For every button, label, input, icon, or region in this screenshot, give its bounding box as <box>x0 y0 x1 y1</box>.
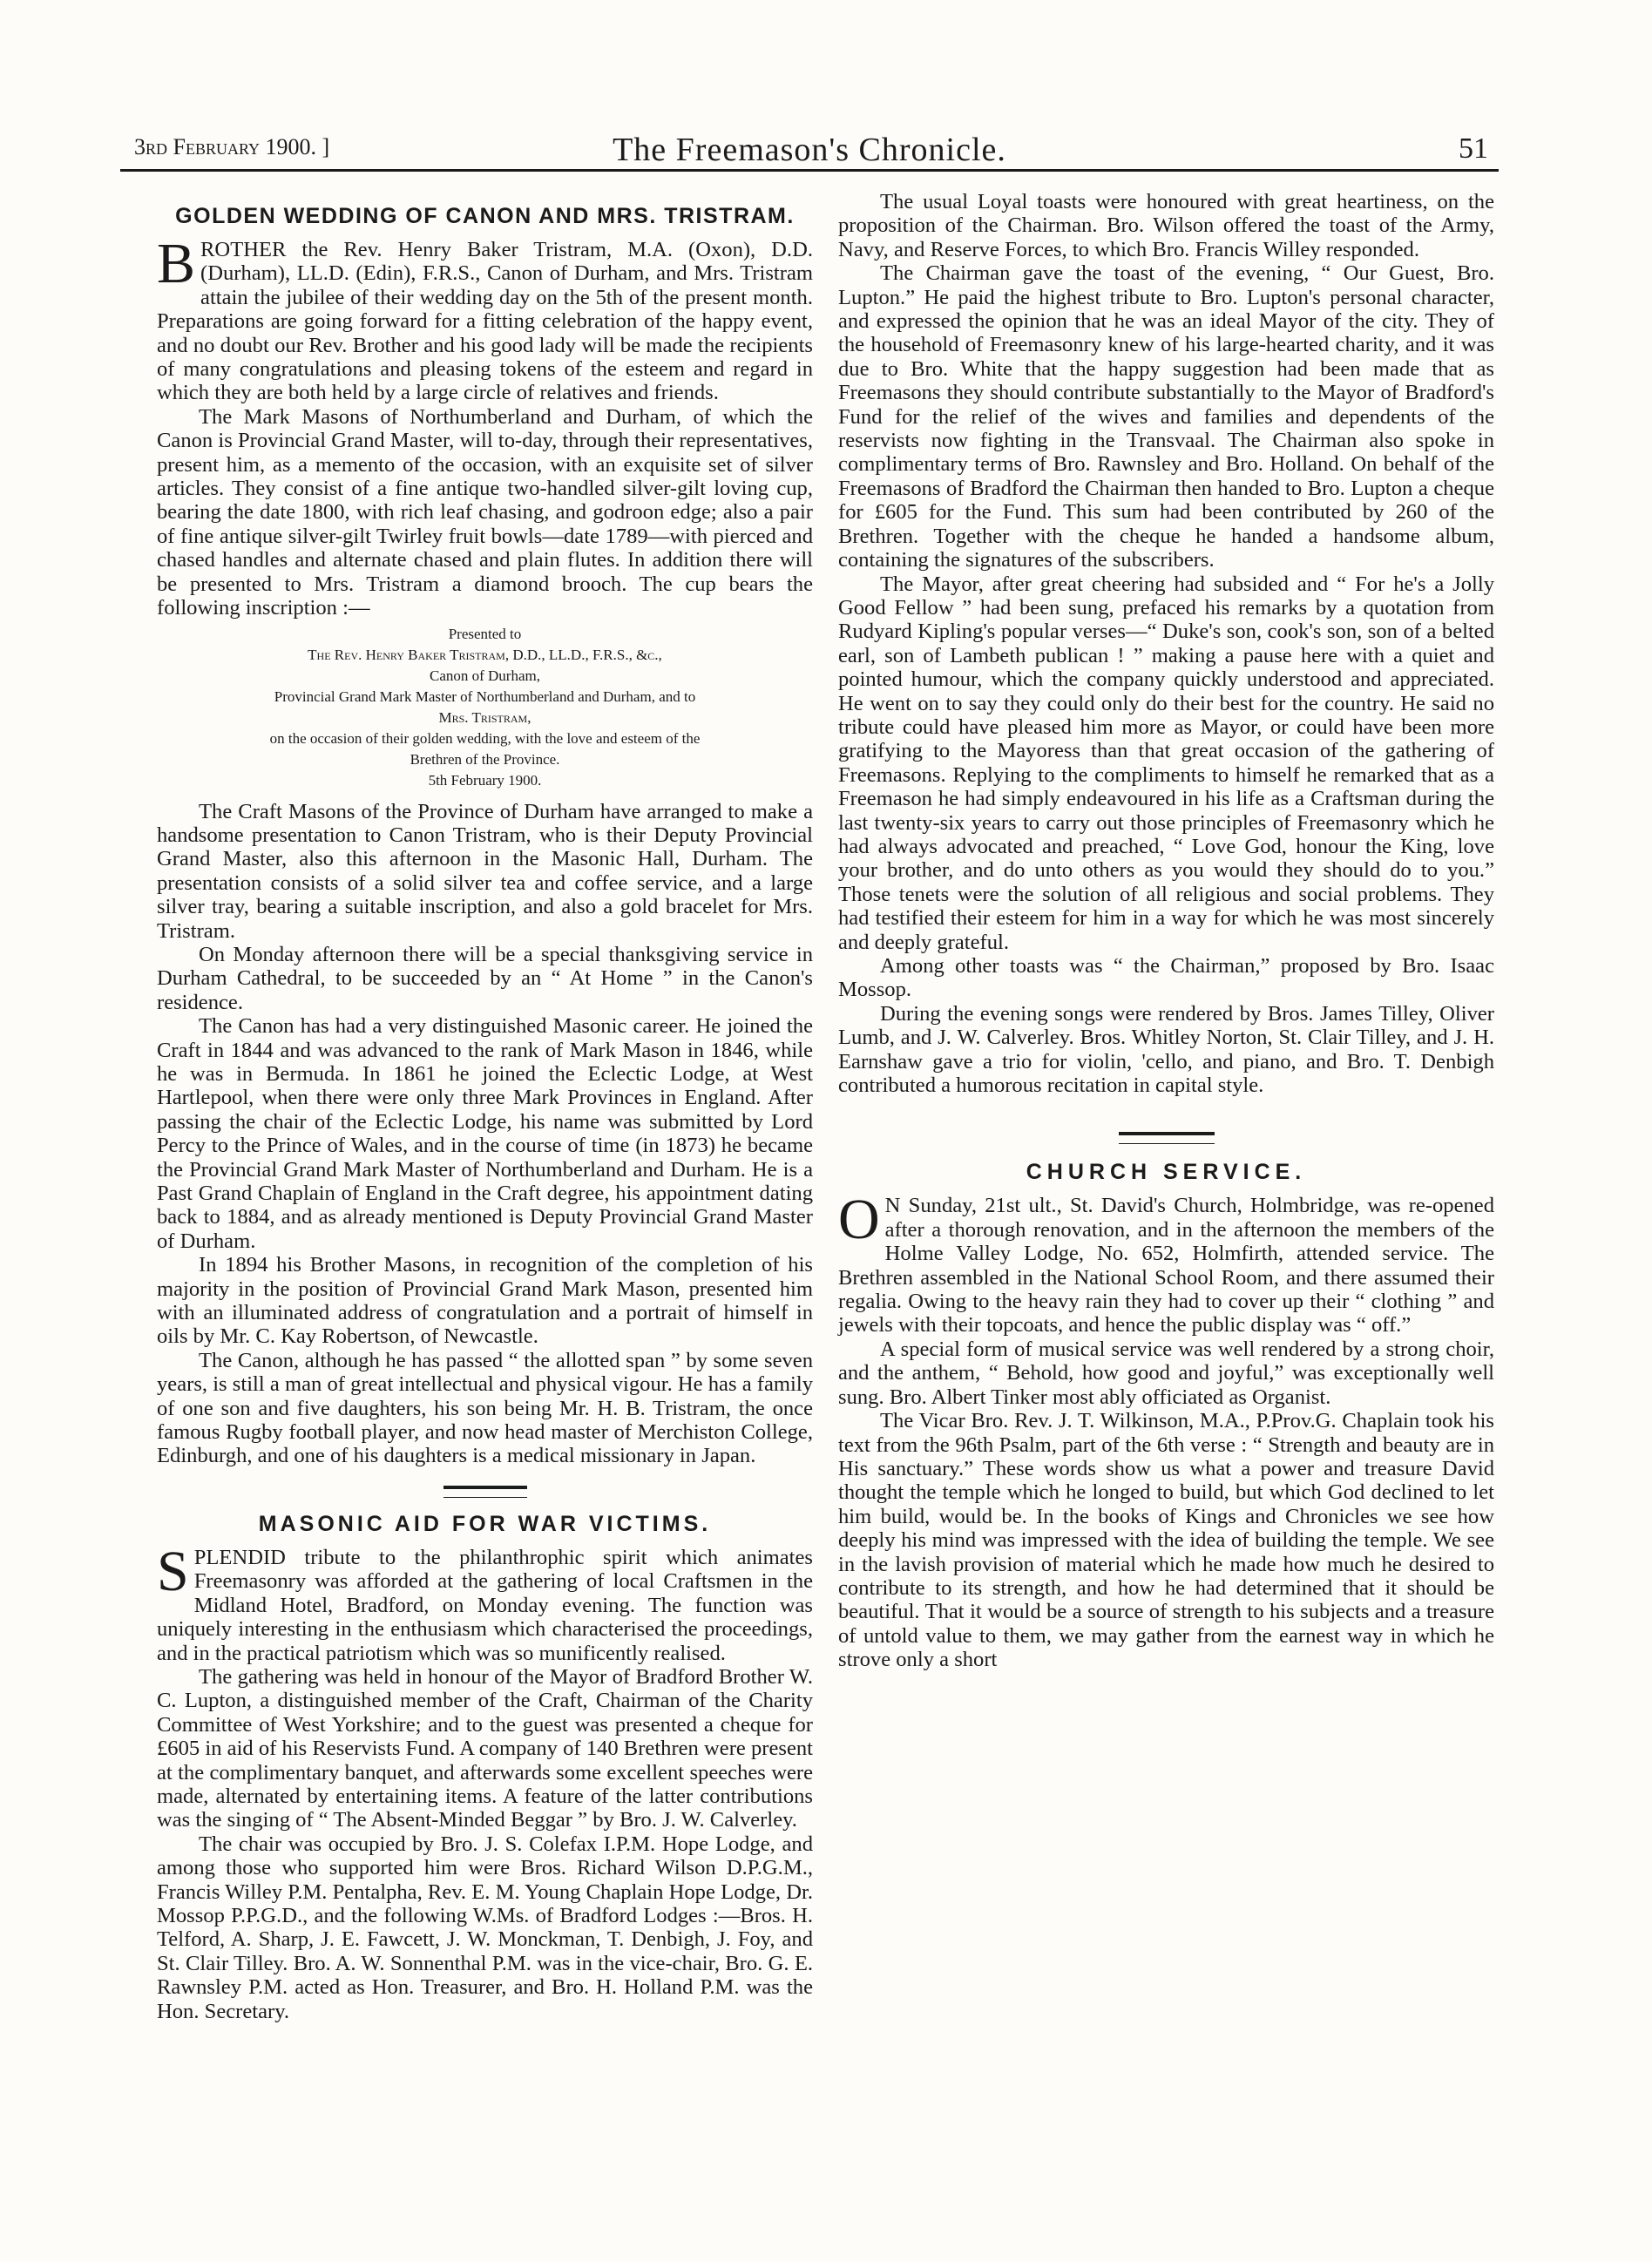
article-paragraph: A special form of musical service was well rendered by a strong choir, and the anthem, “ Behold, how good and joyful,” was exceptionally well sung. Bro. Albert Tinker most ably officiated as Organist. <box>838 1337 1494 1409</box>
article-paragraph: In 1894 his Brother Masons, in recognition of the completion of his majority in the position of Provincial Grand Mark Mason, presented him with an illuminated address of congratulation and a portrait of himself in oils by Mr. C. Kay Robertson, of Newcastle. <box>157 1253 813 1349</box>
article-title-masonic-aid: MASONIC AID FOR WAR VICTIMS. <box>258 1511 712 1536</box>
drop-cap: O <box>838 1188 880 1252</box>
cup-inscription: Presented to The Rev. Henry Baker Tristram, D.D., LL.D., F.R.S., &c., Canon of Durham, Provincial Grand Mark Master of Northumberland and Durham, and to Mrs. Tristram, on the occasion of their golden wedding, with the love and esteem of the Brethren of the Province. 5th February 1900. <box>269 625 701 789</box>
right-column <box>838 190 1494 1672</box>
article-paragraph: During the evening songs were rendered by Bros. James Tilley, Oliver Lumb, and J. W. Calverley. Bros. Whitley Norton, St. Clair Tilley, and J. H. Earnshaw gave a trio for violin, 'cello, and piano, and Bro. T. Denbigh contributed a humorous recitation in capital style. <box>838 1001 1494 1098</box>
left-column <box>157 190 813 2023</box>
article-paragraph: BROTHER the Rev. Henry Baker Tristram, M.A. (Oxon), D.D. (Durham), LL.D. (Edin), F.R.S., Canon of Durham, and Mrs. Tristram attain the jubilee of their wedding day on the 5th of the present month. Preparations are going forward for a fitting celebration of the happy event, and no doubt our Rev. Brother and his good lady will be made the recipients of many congratulations and pleasing tokens of the esteem and regard in which they are both held by a large circle of relatives and friends. <box>157 232 813 405</box>
article-title-golden-wedding: GOLDEN WEDDING OF CANON AND MRS. TRISTRAM. <box>175 204 795 228</box>
article-paragraph: The Chairman gave the toast of the evening, “ Our Guest, Bro. Lupton.” He paid the highest tribute to Bro. Lupton's personal character, and expressed the opinion that he was an ideal Mayor of the city. They of the household of Freemasonry knew of his large-hearted charity, and it was due to Bro. White that the happy suggestion had been made that as Freemasons they should contribute substantially to the Mayor of Bradford's Fund for the relief of the wives and families and dependents of the reservists now fighting in the Transvaal. The Chairman also spoke in complimentary terms of Bro. Rawnsley and Bro. Holland. On behalf of the Freemasons of Bradford the Chairman then handed to Bro. Lupton a cheque for £605 for the Fund. This sum had been contributed by 260 of the Brethren. Together with the cheque he handed a handsome album, containing the signatures of the subscribers. <box>838 261 1494 572</box>
article-paragraph: On Monday afternoon there will be a special thanksgiving service in Durham Cathedral, to be succeeded by an “ At Home ” in the Canon's residence. <box>157 942 813 1014</box>
article-paragraph: O N Sunday, 21st ult., St. David's Church, Holmbridge, was re-opened after a thorough renovation, and in the afternoon the members of the Holme Valley Lodge, No. 652, Holmfirth, attended service. The Brethren assembled in the National School Room, and there assumed their regalia. Owing to the heavy rain they had to cover up their “ clothing ” and jewels with their topcoats, and hence the public display was “ off.” <box>838 1188 1494 1338</box>
section-divider <box>1119 1132 1215 1144</box>
article-paragraph: The Craft Masons of the Province of Durham have arranged to make a handsome presentation to Canon Tristram, who is their Deputy Provincial Grand Master, also this afternoon in the Masonic Hall, Durham. The presentation consists of a solid silver tea and coffee service, and a large silver tray, bearing a suitable inscription, and also a gold bracelet for Mrs. Tristram. <box>157 799 813 943</box>
drop-cap: B <box>157 232 196 295</box>
article-paragraph: The usual Loyal toasts were honoured with great heartiness, on the proposition of the Chairman. Bro. Wilson offered the toast of the Army, Navy, and Reserve Forces, to which Bro. Francis Willey responded. <box>838 190 1494 261</box>
article-paragraph: The Vicar Bro. Rev. J. T. Wilkinson, M.A., P.Prov.G. Chaplain took his text from the 96th Psalm, part of the 6th verse : “ Strength and beauty are in His sanctuary.” These words show us what a power and treasure David thought the temple which he longed to build, but which God declined to let him build, would be. In the books of Kings and Chronicles we see how deeply his mind was impressed with the idea of building the temple. We see in the lavish provision of material which he made how much he desired to contribute to its strength, and how he had determined that it should be beautiful. That it would be a source of strength to his subjects and a treasure of untold value to them, we may gather from the earnest way in which he strove only a short <box>838 1409 1494 1672</box>
article-paragraph: The Canon has had a very distinguished Masonic career. He joined the Craft in 1844 and was advanced to the rank of Mark Mason in 1846, while he was in Bermuda. In 1861 he joined the Eclectic Lodge, at West Hartlepool, when there were only three Mark Provinces in England. After passing the chair of the Eclectic Lodge, his name was submitted by Lord Percy to the Prince of Wales, and in the course of time (in 1873) he became the Provincial Grand Mark Master of Northumberland and Durham. He is a Past Grand Chaplain of England in the Craft degree, his appointment dating back to 1884, and as already mentioned is Deputy Provincial Grand Master of Durham. <box>157 1014 813 1253</box>
article-paragraph: The Canon, although he has passed “ the allotted span ” by some seven years, is still a man of great intellectual and physical vigour. He has a family of one son and five daughters, his son being Mr. H. B. Tristram, the once famous Rugby football player, and now head master of Merchiston College, Edinburgh, and one of his daughters is a medical missionary in Japan. <box>157 1348 813 1468</box>
article-paragraph: SPLENDID tribute to the philanthrophic spirit which animates Freemasonry was afforded at the gathering of local Craftsmen in the Midland Hotel, Bradford, on Monday evening. The function was uniquely interesting in the enthusiasm which characterised the proceedings, and in the practical patriotism which was so munificently realised. <box>157 1539 813 1665</box>
page-header <box>120 131 1499 172</box>
article-paragraph: The gathering was held in honour of the Mayor of Bradford Brother W. C. Lupton, a distinguished member of the Craft, Chairman of the Charity Committee of West Yorkshire; and to the guest was presented a cheque for £605 in aid of his Reservists Fund. A company of 140 Brethren were present at the complimentary banquet, and afterwards some excellent speeches were made, alternated by entertaining items. A feature of the latter contributions was the singing of “ The Absent-Minded Beggar ” by Bro. J. W. Calverley. <box>157 1664 813 1832</box>
section-divider <box>443 1486 527 1498</box>
drop-cap: S <box>157 1539 189 1603</box>
article-title-church-service: CHURCH SERVICE. <box>1026 1160 1307 1185</box>
article-paragraph: The chair was occupied by Bro. J. S. Colefax I.P.M. Hope Lodge, and among those who supported him were Bros. Richard Wilson D.P.G.M., Francis Willey P.M. Pentalpha, Rev. E. M. Young Chaplain Hope Lodge, Dr. Mossop P.P.G.D., and the following W.Ms. of Bradford Lodges :—Bros. H. Telford, A. Sharp, J. E. Fawcett, J. W. Monckman, T. Denbigh, J. Foy, and St. Clair Tilley. Bro. A. W. Sonnenthal P.M. was in the vice-chair, Bro. G. E. Rawnsley P.M. acted as Hon. Treasurer, and Bro. H. Holland P.M. was the Hon. Secretary. <box>157 1832 813 2023</box>
article-paragraph: Among other toasts was “ the Chairman,” proposed by Bro. Isaac Mossop. <box>838 954 1494 1002</box>
article-paragraph: The Mayor, after great cheering had subsided and “ For he's a Jolly Good Fellow ” had been sung, prefaced his remarks by a quotation from Rudyard Kipling's popular verses—“ Duke's son, cook's son, son of a belted earl, son of Lambeth publican ! ” making a pause here with a quiet and pointed humour, which the company quickly understood and appreciated. He went on to say they could only do their best for the country. He said no tribute could have pleased him more as Mayor, or could have been more gratifying to the Mayoress than that great occasion of the gathering of Freemasons. Replying to the compliments to himself he remarked that as a Freemason he had simply endeavoured in his life as a Craftsman during the last twenty-six years to carry out those principles of Freemasonry which he had always advocated and preached, “ Love God, honour the King, love your brother, and do unto others as you would they should do to you.” Those tenets were the solution of all religious and social problems. They had testified their esteem for him in a way for which he was most sincerely and deeply grateful. <box>838 572 1494 954</box>
page-number: 51 <box>1459 132 1488 165</box>
publication-title: The Freemason's Chronicle. <box>613 132 1006 168</box>
article-paragraph: The Mark Masons of Northumberland and Durham, of which the Canon is Provincial Grand Master, will to-day, through their representatives, present him, as a memento of the occasion, with an exquisite set of silver articles. They consist of a fine antique two-handled silver-gilt loving cup, bearing the date 1800, with rich leaf chasing, and godroon edge; also a pair of fine antique silver-gilt Twirley fruit bowls—date 1789—with pierced and chased handles and alternate chased and plain flutes. In addition there will be presented to Mrs. Tristram a diamond brooch. The cup bears the following inscription :— <box>157 404 813 620</box>
issue-date: 3rd February 1900. ] <box>134 134 330 159</box>
